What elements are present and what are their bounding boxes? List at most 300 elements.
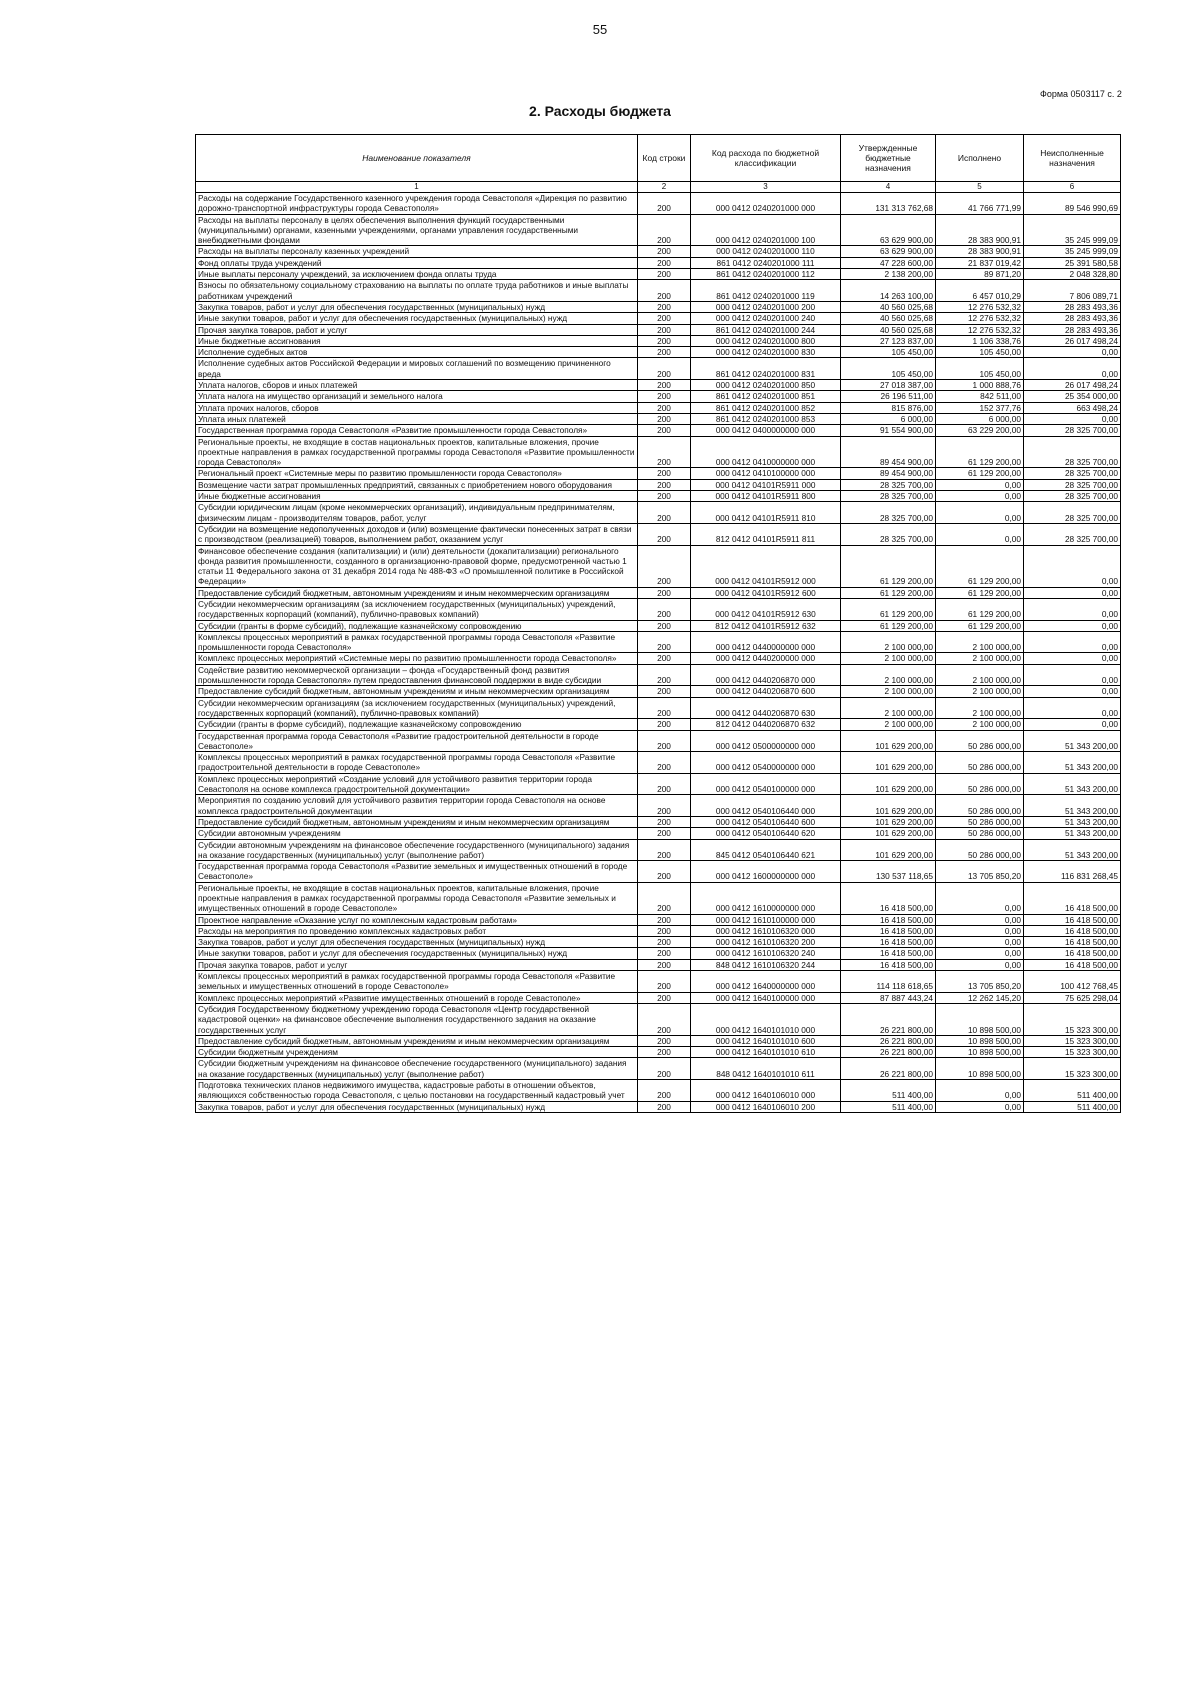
- row-line-code: 200: [638, 1003, 691, 1035]
- table-row: [196, 436, 1121, 468]
- row-kbk: 000 0412 0410000000 000: [691, 436, 841, 468]
- row-unexecuted: 16 418 500,00: [1024, 959, 1121, 970]
- row-approved: 16 418 500,00: [841, 882, 936, 914]
- row-unexecuted: 28 325 700,00: [1024, 502, 1121, 524]
- row-approved: 6 000,00: [841, 413, 936, 424]
- row-unexecuted: 0,00: [1024, 545, 1121, 587]
- row-kbk: 000 0412 1640101010 610: [691, 1047, 841, 1058]
- row-name: Прочая закупка товаров, работ и услуг: [196, 959, 638, 970]
- table-row: [196, 1003, 1121, 1035]
- row-name: Комплексы процессных мероприятий в рамках государственной программы города Севастополя «Развитие земельных и имущественных отношений в городе Севастополе»: [196, 971, 638, 993]
- row-kbk: 000 0412 1640101010 600: [691, 1035, 841, 1046]
- row-unexecuted: 0,00: [1024, 664, 1121, 686]
- table-row: [196, 491, 1121, 502]
- row-kbk: 000 0412 0240201000 100: [691, 214, 841, 246]
- row-unexecuted: 511 400,00: [1024, 1080, 1121, 1102]
- row-approved: 2 100 000,00: [841, 631, 936, 653]
- row-approved: 101 629 200,00: [841, 816, 936, 827]
- row-name: Уплата иных платежей: [196, 413, 638, 424]
- header-executed: Исполнено: [936, 135, 1024, 182]
- table-row: [196, 861, 1121, 883]
- row-line-code: 200: [638, 257, 691, 268]
- table-row: [196, 545, 1121, 587]
- row-approved: 16 418 500,00: [841, 925, 936, 936]
- row-unexecuted: 7 806 089,71: [1024, 280, 1121, 302]
- table-row: [196, 631, 1121, 653]
- row-approved: 28 325 700,00: [841, 502, 936, 524]
- table-row: [196, 502, 1121, 524]
- row-name: Субсидии юридическим лицам (кроме некоммерческих организаций), индивидуальным предпринимателям, физическим лицам - производителям товаров, работ, услуг: [196, 502, 638, 524]
- row-line-code: 200: [638, 1035, 691, 1046]
- row-executed: 13 705 850,20: [936, 971, 1024, 993]
- row-unexecuted: 28 325 700,00: [1024, 479, 1121, 490]
- row-line-code: 200: [638, 358, 691, 380]
- row-unexecuted: 28 325 700,00: [1024, 468, 1121, 479]
- row-unexecuted: 28 325 700,00: [1024, 425, 1121, 436]
- row-unexecuted: 0,00: [1024, 697, 1121, 719]
- row-executed: 89 871,20: [936, 269, 1024, 280]
- row-unexecuted: 25 391 580,58: [1024, 257, 1121, 268]
- row-approved: 61 129 200,00: [841, 587, 936, 598]
- row-approved: 511 400,00: [841, 1101, 936, 1112]
- row-kbk: 000 0412 1610106320 240: [691, 948, 841, 959]
- row-unexecuted: 35 245 999,09: [1024, 246, 1121, 257]
- row-kbk: 000 0412 1610100000 000: [691, 914, 841, 925]
- row-kbk: 000 0412 04101R5911 800: [691, 491, 841, 502]
- row-unexecuted: 28 283 493,36: [1024, 324, 1121, 335]
- table-row: [196, 193, 1121, 215]
- row-unexecuted: 663 498,24: [1024, 402, 1121, 413]
- row-unexecuted: 2 048 328,80: [1024, 269, 1121, 280]
- row-approved: 2 100 000,00: [841, 653, 936, 664]
- table-row: [196, 1035, 1121, 1046]
- row-executed: 2 100 000,00: [936, 697, 1024, 719]
- row-approved: 27 018 387,00: [841, 380, 936, 391]
- row-executed: 50 286 000,00: [936, 752, 1024, 774]
- row-kbk: 848 0412 1640101010 611: [691, 1058, 841, 1080]
- row-kbk: 861 0412 0240201000 851: [691, 391, 841, 402]
- row-approved: 16 418 500,00: [841, 959, 936, 970]
- row-executed: 105 450,00: [936, 347, 1024, 358]
- row-name: Иные закупки товаров, работ и услуг для обеспечения государственных (муниципальных) нужд: [196, 948, 638, 959]
- row-approved: 61 129 200,00: [841, 598, 936, 620]
- row-line-code: 200: [638, 246, 691, 257]
- row-executed: 12 276 532,32: [936, 301, 1024, 312]
- table-row: [196, 686, 1121, 697]
- row-name: Предоставление субсидий бюджетным, автономным учреждениям и иным некоммерческим организациям: [196, 1035, 638, 1046]
- row-kbk: 861 0412 0240201000 111: [691, 257, 841, 268]
- row-line-code: 200: [638, 1101, 691, 1112]
- table-row: [196, 882, 1121, 914]
- row-line-code: 200: [638, 1047, 691, 1058]
- row-approved: 14 263 100,00: [841, 280, 936, 302]
- row-kbk: 000 0412 1640100000 000: [691, 992, 841, 1003]
- row-kbk: 812 0412 04101R5911 811: [691, 523, 841, 545]
- row-line-code: 200: [638, 523, 691, 545]
- row-name: Уплата налогов, сборов и иных платежей: [196, 380, 638, 391]
- table-row: [196, 214, 1121, 246]
- row-approved: 26 221 800,00: [841, 1003, 936, 1035]
- table-row: [196, 1058, 1121, 1080]
- row-line-code: 200: [638, 948, 691, 959]
- row-name: Субсидии бюджетным учреждениям на финансовое обеспечение государственного (муниципального) задания на оказание государственных (муниципальных) услуг (выполнение работ): [196, 1058, 638, 1080]
- row-name: Расходы на выплаты персоналу в целях обеспечения выполнения функций государственными (муниципальными) органами, казенными учреждениями, органами управления государственными внебюджетными фондами: [196, 214, 638, 246]
- table-row: [196, 479, 1121, 490]
- row-kbk: 000 0412 1640106010 200: [691, 1101, 841, 1112]
- table-row: [196, 816, 1121, 827]
- row-executed: 2 100 000,00: [936, 664, 1024, 686]
- table-row: [196, 425, 1121, 436]
- row-line-code: 200: [638, 491, 691, 502]
- row-unexecuted: 75 625 298,04: [1024, 992, 1121, 1003]
- row-line-code: 200: [638, 1080, 691, 1102]
- row-executed: 1 000 888,76: [936, 380, 1024, 391]
- row-line-code: 200: [638, 992, 691, 1003]
- row-name: Расходы на выплаты персоналу казенных учреждений: [196, 246, 638, 257]
- row-kbk: 000 0412 0240201000 850: [691, 380, 841, 391]
- column-number: 6: [1024, 182, 1121, 193]
- row-unexecuted: 51 343 200,00: [1024, 795, 1121, 817]
- row-name: Комплекс процессных мероприятий «Создание условий для устойчивого развития территории города Севастополя на основе комплекса градостроительной документации»: [196, 773, 638, 795]
- row-name: Субсидии (гранты в форме субсидий), подлежащие казначейскому сопровождению: [196, 719, 638, 730]
- column-number: 2: [638, 182, 691, 193]
- row-line-code: 200: [638, 730, 691, 752]
- row-executed: 61 129 200,00: [936, 468, 1024, 479]
- header-name: Наименование показателя: [196, 135, 638, 182]
- row-kbk: 000 0412 04101R5912 630: [691, 598, 841, 620]
- row-approved: 2 100 000,00: [841, 664, 936, 686]
- row-line-code: 200: [638, 280, 691, 302]
- table-row: [196, 468, 1121, 479]
- table-row: [196, 598, 1121, 620]
- row-approved: 26 221 800,00: [841, 1058, 936, 1080]
- row-approved: 40 560 025,68: [841, 313, 936, 324]
- row-executed: 21 837 019,42: [936, 257, 1024, 268]
- table-row: [196, 914, 1121, 925]
- row-approved: 101 629 200,00: [841, 795, 936, 817]
- header-unexecuted: Неисполненные назначения: [1024, 135, 1121, 182]
- row-unexecuted: 0,00: [1024, 620, 1121, 631]
- column-number: 1: [196, 182, 638, 193]
- table-row: [196, 719, 1121, 730]
- row-approved: 26 221 800,00: [841, 1035, 936, 1046]
- expenses-table: [195, 134, 1121, 1113]
- row-line-code: 200: [638, 380, 691, 391]
- row-line-code: 200: [638, 882, 691, 914]
- column-numbers-row: [196, 182, 1121, 193]
- row-name: Фонд оплаты труда учреждений: [196, 257, 638, 268]
- row-executed: 842 511,00: [936, 391, 1024, 402]
- row-line-code: 200: [638, 914, 691, 925]
- row-name: Взносы по обязательному социальному страхованию на выплаты по оплате труда работников и иные выплаты работникам учреждений: [196, 280, 638, 302]
- row-line-code: 200: [638, 925, 691, 936]
- row-name: Субсидия Государственному бюджетному учреждению города Севастополя «Центр государственной кадастровой оценки» на финансовое обеспечение выполнения государственного задания на оказание государственных услуг: [196, 1003, 638, 1035]
- row-executed: 0,00: [936, 959, 1024, 970]
- row-approved: 511 400,00: [841, 1080, 936, 1102]
- row-kbk: 000 0412 1610000000 000: [691, 882, 841, 914]
- row-executed: 41 766 771,99: [936, 193, 1024, 215]
- row-kbk: 845 0412 0540106440 621: [691, 839, 841, 861]
- row-name: Комплексы процессных мероприятий в рамках государственной программы города Севастополя «Развитие градостроительной деятельности в городе Севастополе»: [196, 752, 638, 774]
- row-unexecuted: 25 354 000,00: [1024, 391, 1121, 402]
- row-unexecuted: 0,00: [1024, 653, 1121, 664]
- row-name: Закупка товаров, работ и услуг для обеспечения государственных (муниципальных) нужд: [196, 937, 638, 948]
- row-line-code: 200: [638, 413, 691, 424]
- row-line-code: 200: [638, 545, 691, 587]
- row-kbk: 000 0412 1640106010 000: [691, 1080, 841, 1102]
- row-unexecuted: 511 400,00: [1024, 1101, 1121, 1112]
- row-unexecuted: 116 831 268,45: [1024, 861, 1121, 883]
- row-kbk: 000 0412 1610106320 200: [691, 937, 841, 948]
- row-unexecuted: 0,00: [1024, 719, 1121, 730]
- row-name: Государственная программа города Севастополя «Развитие градостроительной деятельности в городе Севастополе»: [196, 730, 638, 752]
- row-unexecuted: 26 017 498,24: [1024, 380, 1121, 391]
- row-line-code: 200: [638, 214, 691, 246]
- row-name: Мероприятия по созданию условий для устойчивого развития территории города Севастополя на основе комплекса градостроительной документации: [196, 795, 638, 817]
- row-kbk: 000 0412 0540106440 000: [691, 795, 841, 817]
- row-approved: 101 629 200,00: [841, 773, 936, 795]
- table-row: [196, 335, 1121, 346]
- row-executed: 12 276 532,32: [936, 313, 1024, 324]
- row-unexecuted: 16 418 500,00: [1024, 948, 1121, 959]
- row-unexecuted: 35 245 999,09: [1024, 214, 1121, 246]
- row-name: Финансовое обеспечение создания (капитализации) и (или) деятельности (докапитализации) регионального фонда развития промышленности, созданного в организационно-правовой форме, предусмотренной частью 1 статьи 11 Федерального закона от 31 декабря 2014 года № 488-ФЗ «О промышленной политике в Российской Федерации»: [196, 545, 638, 587]
- row-kbk: 000 0412 0240201000 800: [691, 335, 841, 346]
- row-name: Предоставление субсидий бюджетным, автономным учреждениям и иным некоммерческим организациям: [196, 686, 638, 697]
- row-name: Иные выплаты персоналу учреждений, за исключением фонда оплаты труда: [196, 269, 638, 280]
- row-kbk: 000 0412 04101R5912 600: [691, 587, 841, 598]
- row-approved: 28 325 700,00: [841, 491, 936, 502]
- row-line-code: 200: [638, 598, 691, 620]
- row-line-code: 200: [638, 971, 691, 993]
- row-kbk: 812 0412 0440206870 632: [691, 719, 841, 730]
- table-row: [196, 773, 1121, 795]
- row-approved: 61 129 200,00: [841, 545, 936, 587]
- row-executed: 12 262 145,20: [936, 992, 1024, 1003]
- row-executed: 2 100 000,00: [936, 653, 1024, 664]
- row-line-code: 200: [638, 773, 691, 795]
- row-approved: 28 325 700,00: [841, 479, 936, 490]
- row-line-code: 200: [638, 697, 691, 719]
- row-name: Иные бюджетные ассигнования: [196, 491, 638, 502]
- table-row: [196, 269, 1121, 280]
- table-row: [196, 828, 1121, 839]
- row-name: Расходы на содержание Государственного казенного учреждения города Севастополя «Дирекция по развитию дорожно-транспортной инфраструктуры города Севастополя»: [196, 193, 638, 215]
- row-approved: 26 221 800,00: [841, 1047, 936, 1058]
- row-approved: 63 629 900,00: [841, 246, 936, 257]
- row-unexecuted: 0,00: [1024, 347, 1121, 358]
- row-unexecuted: 28 283 493,36: [1024, 313, 1121, 324]
- row-line-code: 200: [638, 313, 691, 324]
- row-approved: 2 138 200,00: [841, 269, 936, 280]
- header-approved: Утвержденные бюджетные назначения: [841, 135, 936, 182]
- column-number: 3: [691, 182, 841, 193]
- row-kbk: 000 0412 0240201000 200: [691, 301, 841, 312]
- row-unexecuted: 0,00: [1024, 598, 1121, 620]
- row-name: Субсидии автономным учреждениям: [196, 828, 638, 839]
- table-row: [196, 971, 1121, 993]
- row-approved: 89 454 900,00: [841, 436, 936, 468]
- row-unexecuted: 0,00: [1024, 631, 1121, 653]
- row-line-code: 200: [638, 1058, 691, 1080]
- table-row: [196, 301, 1121, 312]
- row-name: Иные закупки товаров, работ и услуг для обеспечения государственных (муниципальных) нужд: [196, 313, 638, 324]
- row-name: Комплекс процессных мероприятий «Развитие имущественных отношений в городе Севастополе»: [196, 992, 638, 1003]
- table-row: [196, 257, 1121, 268]
- row-executed: 61 129 200,00: [936, 545, 1024, 587]
- table-row: [196, 620, 1121, 631]
- table-row: [196, 730, 1121, 752]
- row-unexecuted: 15 323 300,00: [1024, 1047, 1121, 1058]
- row-name: Предоставление субсидий бюджетным, автономным учреждениям и иным некоммерческим организациям: [196, 816, 638, 827]
- table-row: [196, 795, 1121, 817]
- row-line-code: 200: [638, 479, 691, 490]
- row-executed: 0,00: [936, 914, 1024, 925]
- row-approved: 87 887 443,24: [841, 992, 936, 1003]
- row-executed: 10 898 500,00: [936, 1047, 1024, 1058]
- row-executed: 50 286 000,00: [936, 816, 1024, 827]
- row-approved: 2 100 000,00: [841, 719, 936, 730]
- row-kbk: 861 0412 0240201000 112: [691, 269, 841, 280]
- row-kbk: 000 0412 04101R5911 000: [691, 479, 841, 490]
- row-name: Исполнение судебных актов: [196, 347, 638, 358]
- row-approved: 28 325 700,00: [841, 523, 936, 545]
- row-line-code: 200: [638, 937, 691, 948]
- row-unexecuted: 51 343 200,00: [1024, 816, 1121, 827]
- row-executed: 61 129 200,00: [936, 587, 1024, 598]
- row-name: Уплата прочих налогов, сборов: [196, 402, 638, 413]
- row-line-code: 200: [638, 653, 691, 664]
- row-executed: 63 229 200,00: [936, 425, 1024, 436]
- row-executed: 0,00: [936, 937, 1024, 948]
- table-row: [196, 413, 1121, 424]
- row-unexecuted: 100 412 768,45: [1024, 971, 1121, 993]
- row-unexecuted: 0,00: [1024, 413, 1121, 424]
- table-row: [196, 653, 1121, 664]
- row-unexecuted: 28 325 700,00: [1024, 491, 1121, 502]
- table-row: [196, 1101, 1121, 1112]
- page-number: 55: [592, 22, 608, 37]
- table-row: [196, 937, 1121, 948]
- row-kbk: 000 0412 1640000000 000: [691, 971, 841, 993]
- row-kbk: 000 0412 1610106320 000: [691, 925, 841, 936]
- row-line-code: 200: [638, 301, 691, 312]
- table-row: [196, 697, 1121, 719]
- row-name: Комплекс процессных мероприятий «Системные меры по развитию промышленности города Севастополя»: [196, 653, 638, 664]
- row-line-code: 200: [638, 839, 691, 861]
- row-unexecuted: 26 017 498,24: [1024, 335, 1121, 346]
- row-approved: 47 228 600,00: [841, 257, 936, 268]
- row-executed: 28 383 900,91: [936, 246, 1024, 257]
- row-executed: 0,00: [936, 1080, 1024, 1102]
- row-kbk: 861 0412 0240201000 852: [691, 402, 841, 413]
- row-name: Субсидии бюджетным учреждениям: [196, 1047, 638, 1058]
- row-executed: 28 383 900,91: [936, 214, 1024, 246]
- row-approved: 63 629 900,00: [841, 214, 936, 246]
- row-unexecuted: 15 323 300,00: [1024, 1035, 1121, 1046]
- row-approved: 130 537 118,65: [841, 861, 936, 883]
- row-line-code: 200: [638, 861, 691, 883]
- table-row: [196, 347, 1121, 358]
- table-row: [196, 313, 1121, 324]
- row-approved: 101 629 200,00: [841, 730, 936, 752]
- row-approved: 105 450,00: [841, 358, 936, 380]
- row-name: Проектное направление «Оказание услуг по комплексным кадастровым работам»: [196, 914, 638, 925]
- row-executed: 50 286 000,00: [936, 795, 1024, 817]
- row-unexecuted: 0,00: [1024, 686, 1121, 697]
- row-executed: 0,00: [936, 479, 1024, 490]
- row-name: Закупка товаров, работ и услуг для обеспечения государственных (муниципальных) нужд: [196, 301, 638, 312]
- row-kbk: 000 0412 0410100000 000: [691, 468, 841, 479]
- row-executed: 50 286 000,00: [936, 839, 1024, 861]
- row-line-code: 200: [638, 959, 691, 970]
- row-name: Уплата налога на имущество организаций и земельного налога: [196, 391, 638, 402]
- row-executed: 12 276 532,32: [936, 324, 1024, 335]
- table-row: [196, 246, 1121, 257]
- row-executed: 6 457 010,29: [936, 280, 1024, 302]
- row-line-code: 200: [638, 347, 691, 358]
- row-name: Государственная программа города Севастополя «Развитие земельных и имущественных отношений в городе Севастополе»: [196, 861, 638, 883]
- row-approved: 105 450,00: [841, 347, 936, 358]
- row-approved: 61 129 200,00: [841, 620, 936, 631]
- row-kbk: 000 0412 0240201000 110: [691, 246, 841, 257]
- row-approved: 16 418 500,00: [841, 937, 936, 948]
- row-approved: 89 454 900,00: [841, 468, 936, 479]
- row-approved: 26 196 511,00: [841, 391, 936, 402]
- header-kbk: Код расхода по бюджетной классификации: [691, 135, 841, 182]
- row-executed: 50 286 000,00: [936, 828, 1024, 839]
- row-approved: 101 629 200,00: [841, 839, 936, 861]
- row-kbk: 000 0412 0440206870 630: [691, 697, 841, 719]
- row-executed: 61 129 200,00: [936, 620, 1024, 631]
- row-kbk: 000 0412 0440200000 000: [691, 653, 841, 664]
- row-name: Закупка товаров, работ и услуг для обеспечения государственных (муниципальных) нужд: [196, 1101, 638, 1112]
- row-approved: 16 418 500,00: [841, 914, 936, 925]
- table-row: [196, 992, 1121, 1003]
- row-unexecuted: 16 418 500,00: [1024, 914, 1121, 925]
- row-executed: 10 898 500,00: [936, 1003, 1024, 1035]
- row-kbk: 000 0412 0540106440 600: [691, 816, 841, 827]
- table-row: [196, 948, 1121, 959]
- table-row: [196, 664, 1121, 686]
- row-name: Государственная программа города Севастополя «Развитие промышленности города Севастополя»: [196, 425, 638, 436]
- row-kbk: 000 0412 04101R5912 000: [691, 545, 841, 587]
- column-number: 4: [841, 182, 936, 193]
- row-line-code: 200: [638, 686, 691, 697]
- row-line-code: 200: [638, 502, 691, 524]
- row-approved: 131 313 762,68: [841, 193, 936, 215]
- row-name: Расходы на мероприятия по проведению комплексных кадастровых работ: [196, 925, 638, 936]
- row-line-code: 200: [638, 752, 691, 774]
- row-approved: 27 123 837,00: [841, 335, 936, 346]
- row-kbk: 000 0412 04101R5911 810: [691, 502, 841, 524]
- row-name: Региональные проекты, не входящие в состав национальных проектов, капитальные вложения, прочие проектные направления в рамках государственной программы города Севастополя «Развитие промышленности города Севастополя»: [196, 436, 638, 468]
- row-kbk: 000 0412 0540106440 620: [691, 828, 841, 839]
- row-name: Подготовка технических планов недвижимого имущества, кадастровые работы в отношении объектов, являющихся собственностью города Севастополя, с целью постановки на государственный кадастровый учет: [196, 1080, 638, 1102]
- row-line-code: 200: [638, 193, 691, 215]
- row-name: Исполнение судебных актов Российской Федерации и мировых соглашений по возмещению причиненного вреда: [196, 358, 638, 380]
- header-line-code: Код строки: [638, 135, 691, 182]
- row-executed: 61 129 200,00: [936, 598, 1024, 620]
- row-line-code: 200: [638, 436, 691, 468]
- row-kbk: 848 0412 1610106320 244: [691, 959, 841, 970]
- row-line-code: 200: [638, 402, 691, 413]
- row-approved: 16 418 500,00: [841, 948, 936, 959]
- row-line-code: 200: [638, 324, 691, 335]
- row-kbk: 000 0412 0440206870 000: [691, 664, 841, 686]
- row-kbk: 861 0412 0240201000 119: [691, 280, 841, 302]
- row-kbk: 000 0412 1600000000 000: [691, 861, 841, 883]
